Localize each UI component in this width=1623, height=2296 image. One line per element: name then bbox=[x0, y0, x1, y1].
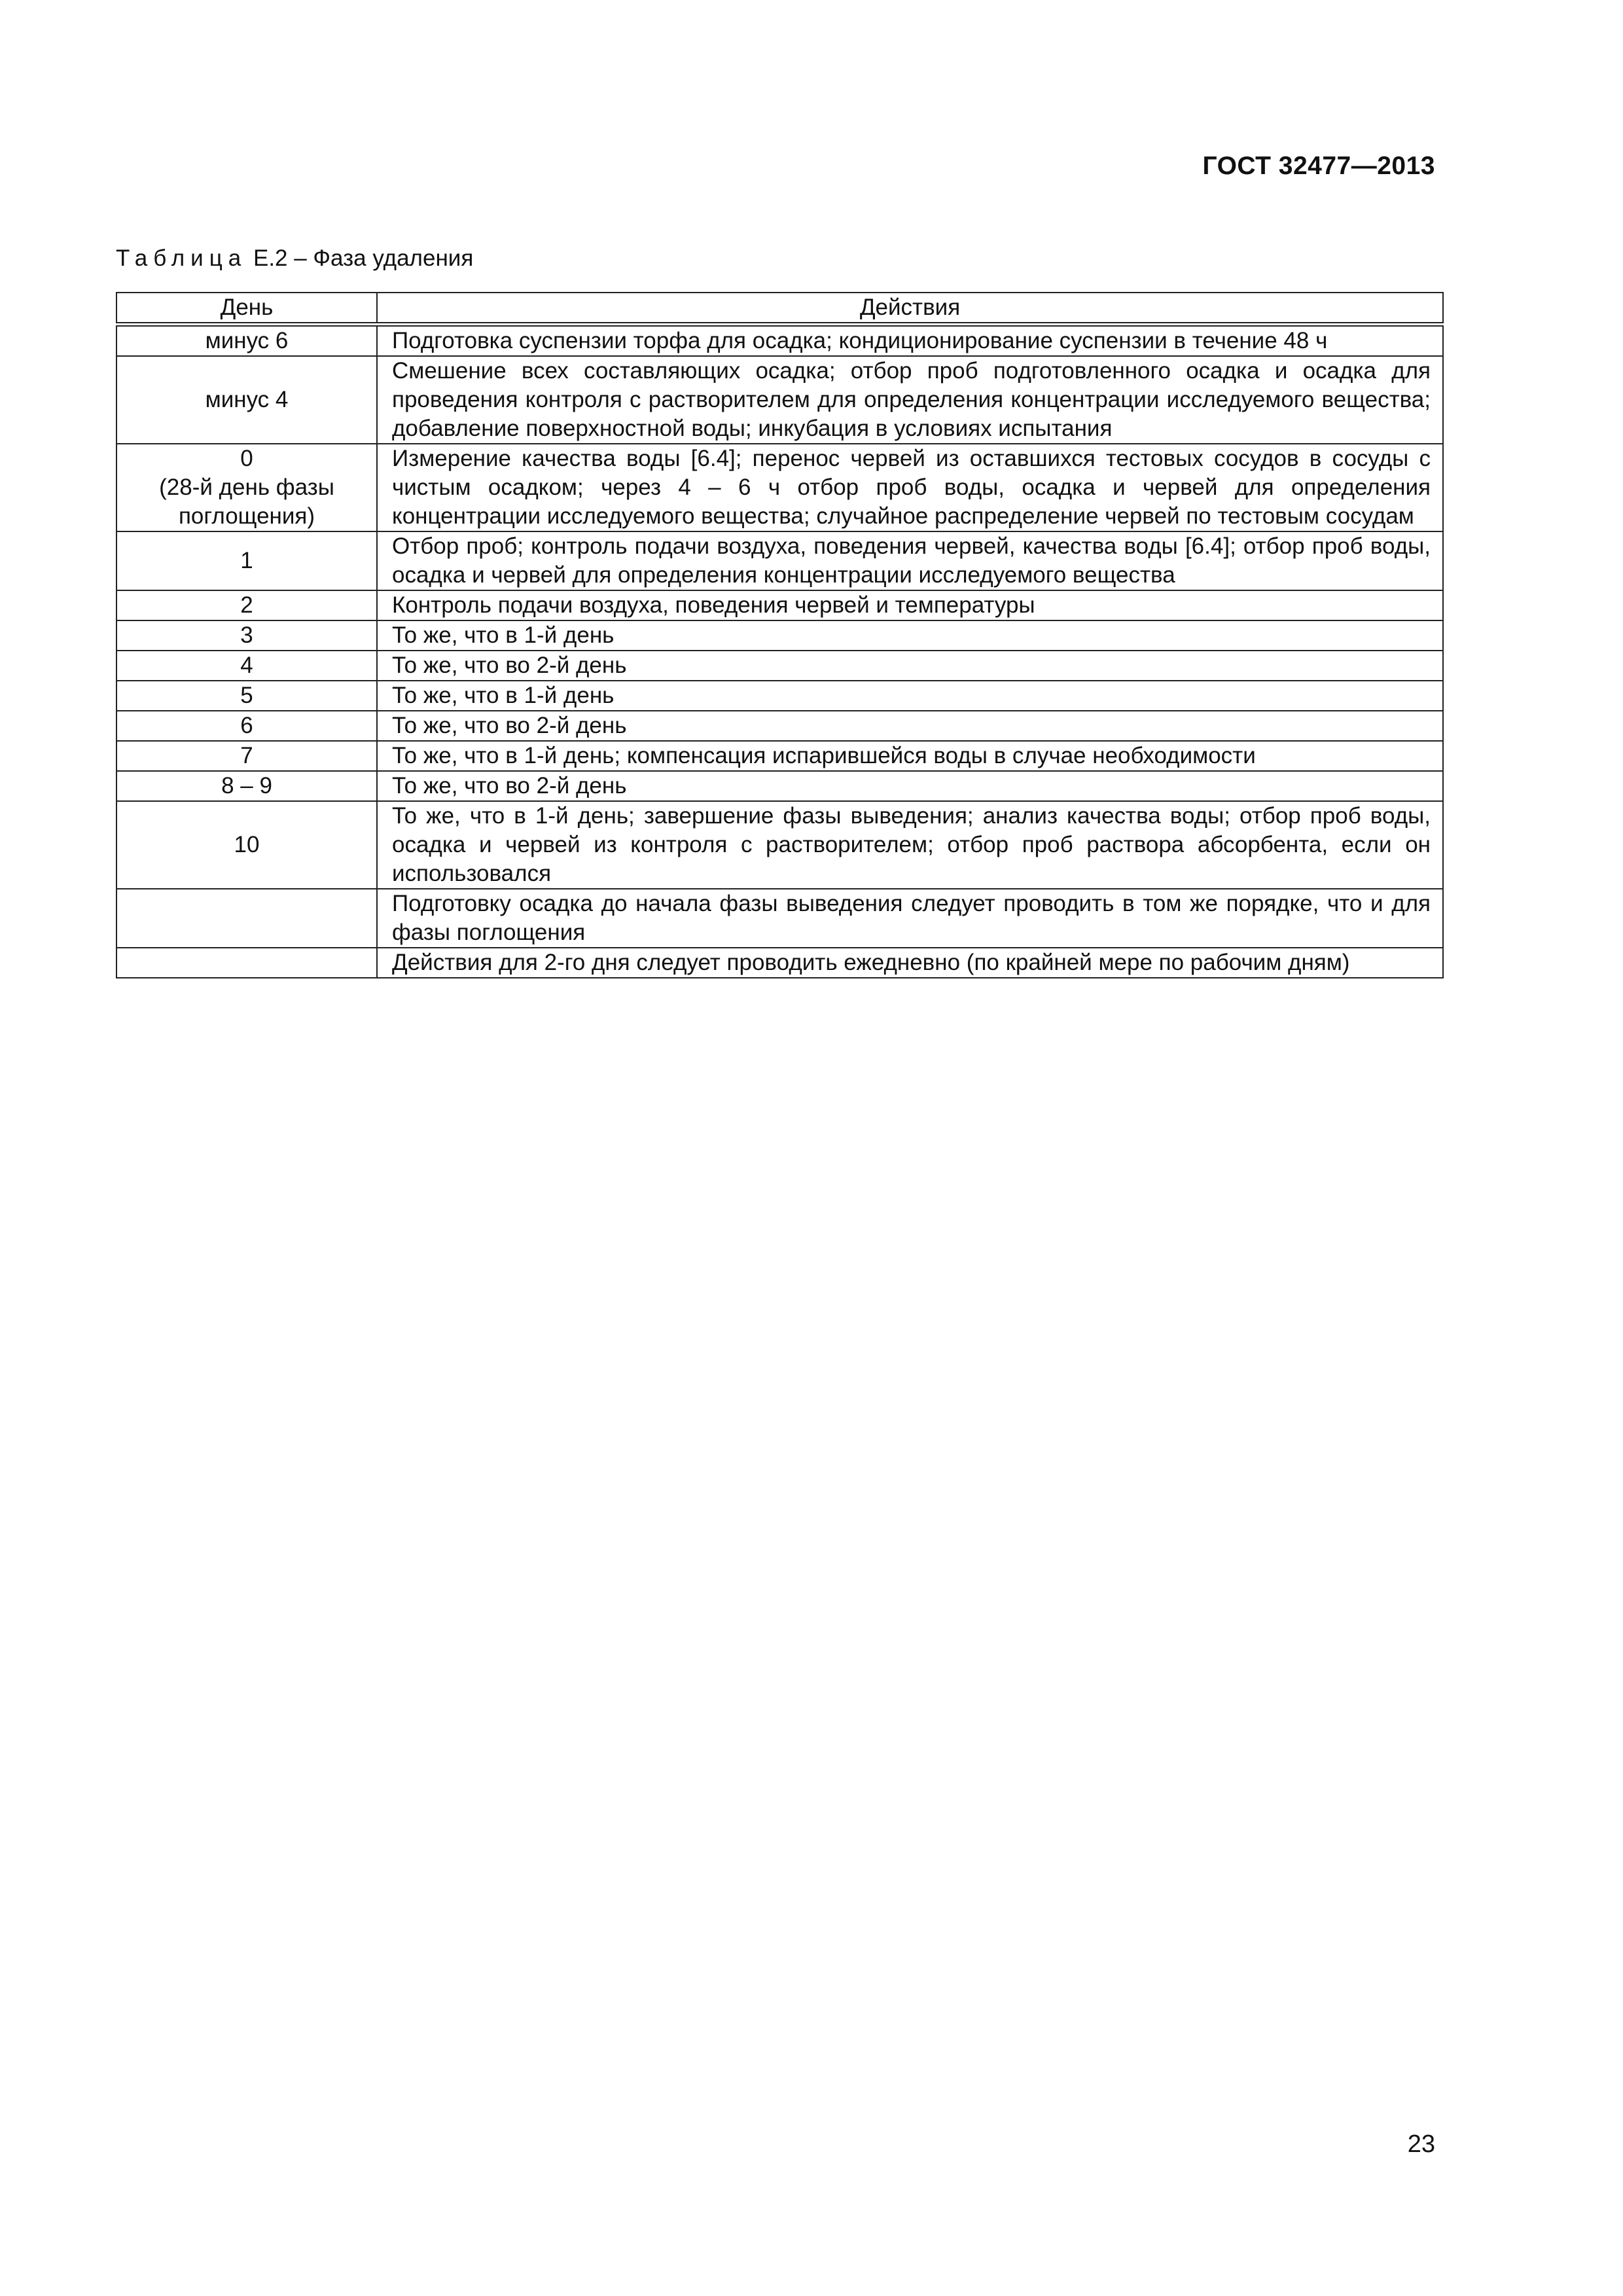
action-cell: То же, что во 2-й день bbox=[377, 771, 1443, 801]
day-cell: 5 bbox=[116, 681, 377, 711]
table-header-row bbox=[116, 293, 1443, 325]
column-header-actions: Действия bbox=[377, 293, 1443, 325]
day-cell: минус 6 bbox=[116, 325, 377, 357]
day-cell bbox=[116, 948, 377, 978]
table-row bbox=[116, 325, 1443, 357]
table-caption-label: Таблица bbox=[116, 245, 247, 271]
action-cell: То же, что в 1-й день; завершение фазы выведения; анализ качества воды; отбор проб воды, осадка и червей из контроля с растворителем; отбор проб раствора абсорбента, если он использовался bbox=[377, 801, 1443, 889]
action-cell: Контроль подачи воздуха, поведения червей и температуры bbox=[377, 590, 1443, 620]
table-row bbox=[116, 801, 1443, 889]
day-cell: 10 bbox=[116, 801, 377, 889]
table-row bbox=[116, 531, 1443, 590]
document-standard-number: ГОСТ 32477—2013 bbox=[1202, 152, 1435, 180]
action-cell: Подготовку осадка до начала фазы выведения следует проводить в том же порядке, что и для фазы поглощения bbox=[377, 889, 1443, 948]
action-cell: Отбор проб; контроль подачи воздуха, поведения червей, качества воды [6.4]; отбор проб воды, осадка и червей для определения концентрации исследуемого вещества bbox=[377, 531, 1443, 590]
column-header-day: День bbox=[116, 293, 377, 325]
table-row bbox=[116, 771, 1443, 801]
table-row bbox=[116, 948, 1443, 978]
table-row bbox=[116, 651, 1443, 681]
action-cell: Смешение всех составляющих осадка; отбор проб подготовленного осадка и осадка для проведения контроля с растворителем для определения концентрации исследуемого вещества; добавление поверхностной воды; инкубация в условиях испытания bbox=[377, 356, 1443, 444]
day-cell: 4 bbox=[116, 651, 377, 681]
action-cell: Подготовка суспензии торфа для осадка; кондиционирование суспензии в течение 48 ч bbox=[377, 325, 1443, 357]
action-cell: То же, что в 1-й день; компенсация испарившейся воды в случае необходимости bbox=[377, 741, 1443, 771]
table-caption bbox=[116, 245, 473, 272]
day-cell: 1 bbox=[116, 531, 377, 590]
action-cell: То же, что во 2-й день bbox=[377, 651, 1443, 681]
table-row bbox=[116, 741, 1443, 771]
table-row bbox=[116, 590, 1443, 620]
day-cell bbox=[116, 889, 377, 948]
day-cell: 6 bbox=[116, 711, 377, 741]
table-row bbox=[116, 444, 1443, 531]
table-row bbox=[116, 356, 1443, 444]
table-row bbox=[116, 711, 1443, 741]
day-cell: 8 – 9 bbox=[116, 771, 377, 801]
table-caption-title: Е.2 – Фаза удаления bbox=[253, 245, 474, 271]
table-row bbox=[116, 620, 1443, 651]
elimination-phase-table bbox=[116, 292, 1444, 978]
day-cell: минус 4 bbox=[116, 356, 377, 444]
table-row bbox=[116, 889, 1443, 948]
action-cell: Измерение качества воды [6.4]; перенос червей из оставшихся тестовых сосудов в сосуды с чистым осадком; через 4 – 6 ч отбор проб воды, осадка и червей для определения концентрации исследуемого вещества; случайное распределение червей по тестовым сосудам bbox=[377, 444, 1443, 531]
day-cell: 7 bbox=[116, 741, 377, 771]
action-cell: Действия для 2-го дня следует проводить ежедневно (по крайней мере по рабочим дням) bbox=[377, 948, 1443, 978]
page-number: 23 bbox=[1407, 2130, 1435, 2158]
day-cell: 0 (28-й день фазы поглощения) bbox=[116, 444, 377, 531]
action-cell: То же, что в 1-й день bbox=[377, 620, 1443, 651]
day-cell: 2 bbox=[116, 590, 377, 620]
table-row bbox=[116, 681, 1443, 711]
action-cell: То же, что в 1-й день bbox=[377, 681, 1443, 711]
action-cell: То же, что во 2-й день bbox=[377, 711, 1443, 741]
day-cell: 3 bbox=[116, 620, 377, 651]
